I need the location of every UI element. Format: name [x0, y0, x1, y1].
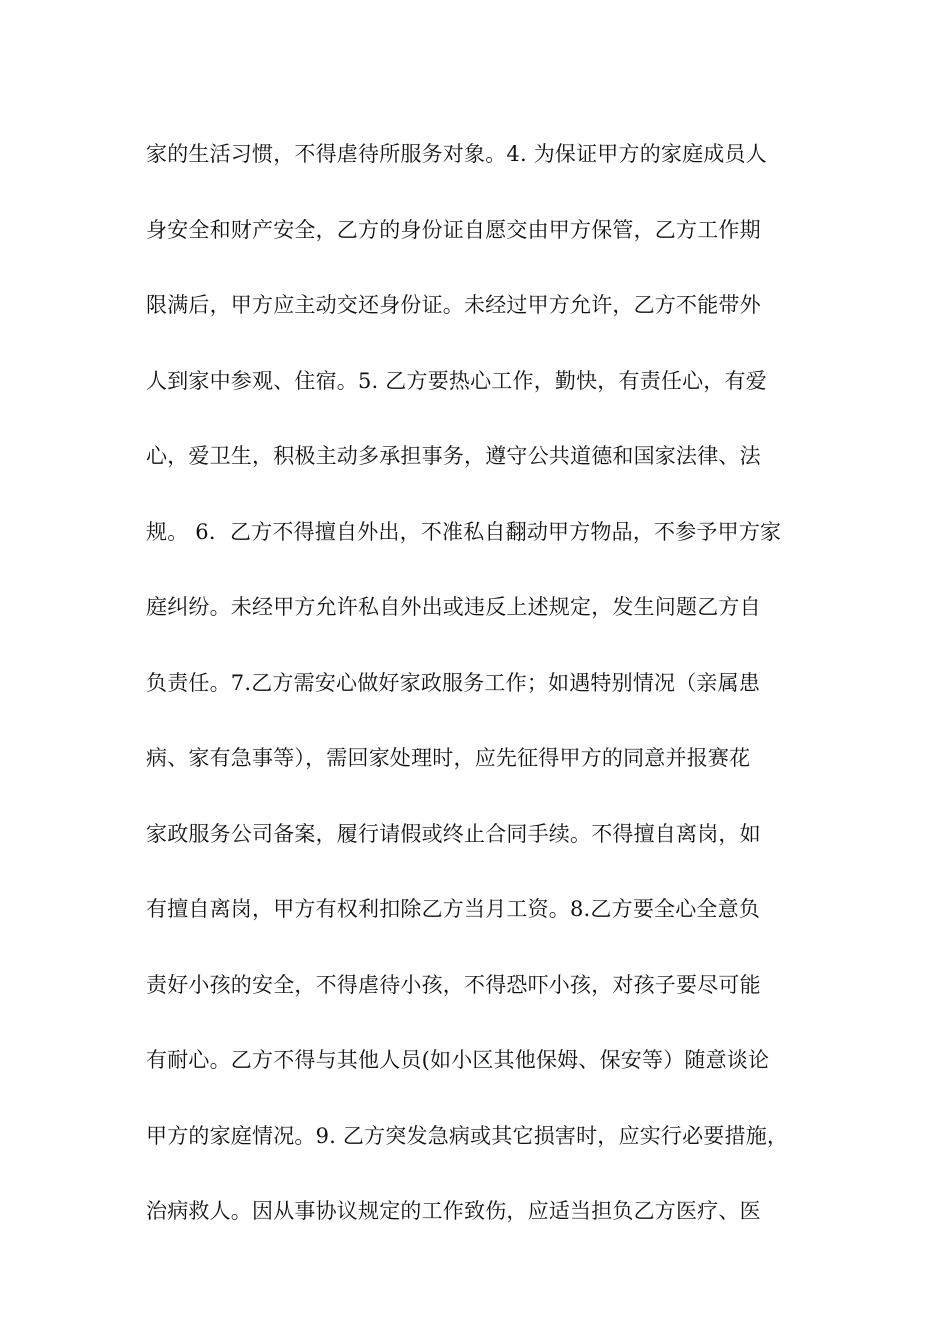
- text-line: 心，爱卫生，积极主动多承担事务，遵守公共道德和国家法律、法: [146, 444, 761, 468]
- text-line: 人到家中参观、住宿。5. 乙方要热心工作，勤快，有责任心，有爱: [146, 368, 767, 393]
- text-line: 责好小孩的安全，不得虐待小孩，不得恐吓小孩，对孩子要尽可能: [146, 972, 761, 997]
- text-line: 庭纠纷。未经甲方允许私自外出或违反上述规定，发生问题乙方自: [146, 595, 761, 619]
- text-line: 负责任。7.乙方需安心做好家政服务工作；如遇特别情况（亲属患: [146, 670, 761, 695]
- body-text: [146, 134, 826, 1267]
- text-line: 限满后，甲方应主动交还身份证。未经过甲方允许，乙方不能带外: [146, 293, 761, 317]
- text-line: 病、家有急事等），需回家处理时，应先征得甲方的同意并报赛花: [146, 746, 751, 770]
- text-line: 家政服务公司备案，履行请假或终止合同手续。不得擅自离岗，如: [146, 821, 761, 846]
- text-line: 有耐心。乙方不得与其他人员(如小区其他保姆、保安等）随意谈论: [146, 1048, 770, 1072]
- text-line: 家的生活习惯，不得虐待所服务对象。4. 为保证甲方的家庭成员人: [146, 142, 767, 166]
- text-line: 治病救人。因从事协议规定的工作致伤，应适当担负乙方医疗、医: [146, 1199, 761, 1223]
- text-line: 规。 6．乙方不得擅自外出，不准私自翻动甲方物品，不参予甲方家: [146, 519, 782, 544]
- text-line: 有擅自离岗，甲方有权利扣除乙方当月工资。8.乙方要全心全意负: [146, 897, 761, 921]
- text-line: 身安全和财产安全，乙方的身份证自愿交由甲方保管，乙方工作期: [146, 217, 761, 242]
- text-line: 甲方的家庭情况。9. 乙方突发急病或其它损害时，应实行必要措施，: [146, 1123, 789, 1148]
